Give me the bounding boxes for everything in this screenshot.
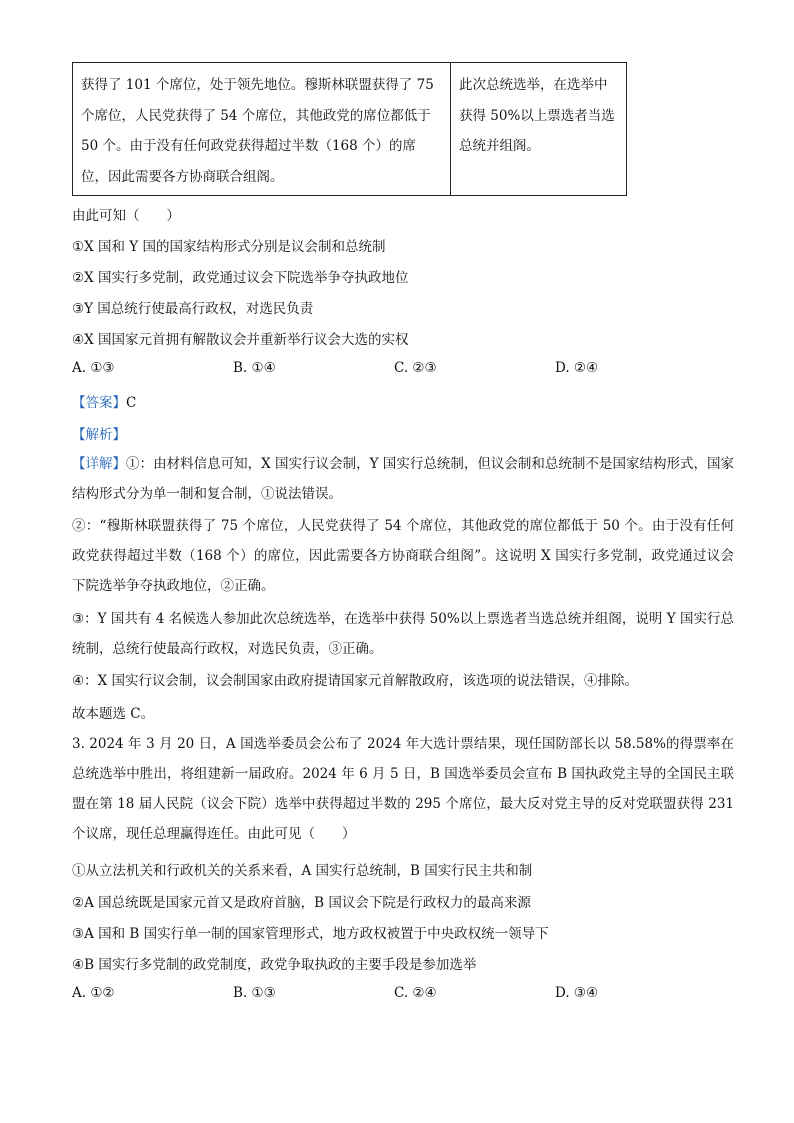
question-stem: 由此可知（ ） (72, 208, 180, 224)
statement-2: ②X 国实行多党制，政党通过议会下院选举争夺执政地位 (72, 270, 409, 286)
statement-3: ③Y 国总统行使最高行政权，对选民负责 (72, 301, 314, 317)
q3-statement-1: ①从立法机关和行政机关的关系来看，A 国实行总统制，B 国实行民主共和制 (72, 863, 533, 879)
q3-answer-options (72, 985, 716, 1001)
material-table (72, 62, 627, 196)
statement-4: ④X 国国家元首拥有解散议会并重新举行议会大选的实权 (72, 332, 409, 348)
statement-1: ①X 国和 Y 国的国家结构形式分别是议会制和总统制 (72, 239, 386, 255)
detail-paragraph-1 (72, 449, 734, 509)
q3-statement-4: ④B 国实行多党制的政党制度，政党争取执政的主要手段是参加选举 (72, 957, 477, 973)
q3-option-d: D. ③④ (555, 985, 599, 1001)
analysis-heading (72, 423, 126, 443)
detail-paragraph-2: ②：“穆斯林联盟获得了 75 个席位，人民党获得了 54 个席位，其他政党的席位都低于 50 个。由于没有任何政党获得超过半数（168 个）的席位，因此需要各方协商联合组阁”。这说明 X 国实行多党制，政党通过议会下院选举争夺执政地位，②正确。 (72, 518, 734, 594)
answer-tag: 【答案】 (72, 395, 126, 411)
q3-option-a: A. ①② (72, 985, 115, 1001)
option-d: D. ②④ (555, 360, 599, 376)
detail-paragraph-4: ④：X 国实行议会制，议会制国家由政府提请国家元首解散政府，该选项的说法错误，④排除。 (72, 673, 639, 689)
detail-tag: 【详解】 (72, 456, 127, 472)
answer-options (72, 360, 716, 376)
answer-value: C (126, 395, 137, 411)
analysis-tag: 【解析】 (72, 427, 126, 443)
material-cell-right: 此次总统选举，在选举中获得 50%以上票选者当选总统并组阁。 (459, 77, 615, 154)
conclusion: 故本题选 C。 (72, 706, 155, 722)
answer-line (72, 391, 136, 411)
material-cell-left: 获得了 101 个席位，处于领先地位。穆斯林联盟获得了 75 个席位，人民党获得了 54 个席位，其他政党的席位都低于 50 个。由于没有任何政党获得超过半数（168 个）的席位，因此需要各方协商联合组阁。 (73, 63, 451, 195)
q3-option-b: B. ①③ (233, 985, 276, 1001)
detail-text-1: ①：由材料信息可知，X 国实行议会制，Y 国实行总统制，但议会制和总统制不是国家结构形式，国家结构形式分为单一制和复合制，①说法错误。 (72, 456, 735, 502)
q3-option-c: C. ②④ (394, 985, 437, 1001)
question-3-stem: 3. 2024 年 3 月 20 日，A 国选举委员会公布了 2024 年大选计票结果，现任国防部长以 58.58%的得票率在总统选举中胜出，将组建新一届政府。2024 年 6 月 5 日，B 国选举委员会宣布 B 国执政党主导的全国民主联盟在第 18 届人民院（议会下院）选举中获得超过半数的 295 个席位，最大反对党主导的反对党联盟获得 231 个议席，现任总理赢得连任。由此可见（ ） (72, 736, 734, 842)
q3-statement-3: ③A 国和 B 国实行单一制的国家管理形式，地方政权被置于中央政权统一领导下 (72, 926, 549, 942)
q3-statement-2: ②A 国总统既是国家元首又是政府首脑，B 国议会下院是行政权力的最高来源 (72, 895, 531, 911)
option-a: A. ①③ (72, 360, 115, 376)
detail-paragraph-3: ③：Y 国共有 4 名候选人参加此次总统选举，在选举中获得 50%以上票选者当选总统并组阁，说明 Y 国实行总统制，总统行使最高行政权，对选民负责，③正确。 (72, 611, 734, 657)
option-b: B. ①④ (233, 360, 276, 376)
option-c: C. ②③ (394, 360, 437, 376)
